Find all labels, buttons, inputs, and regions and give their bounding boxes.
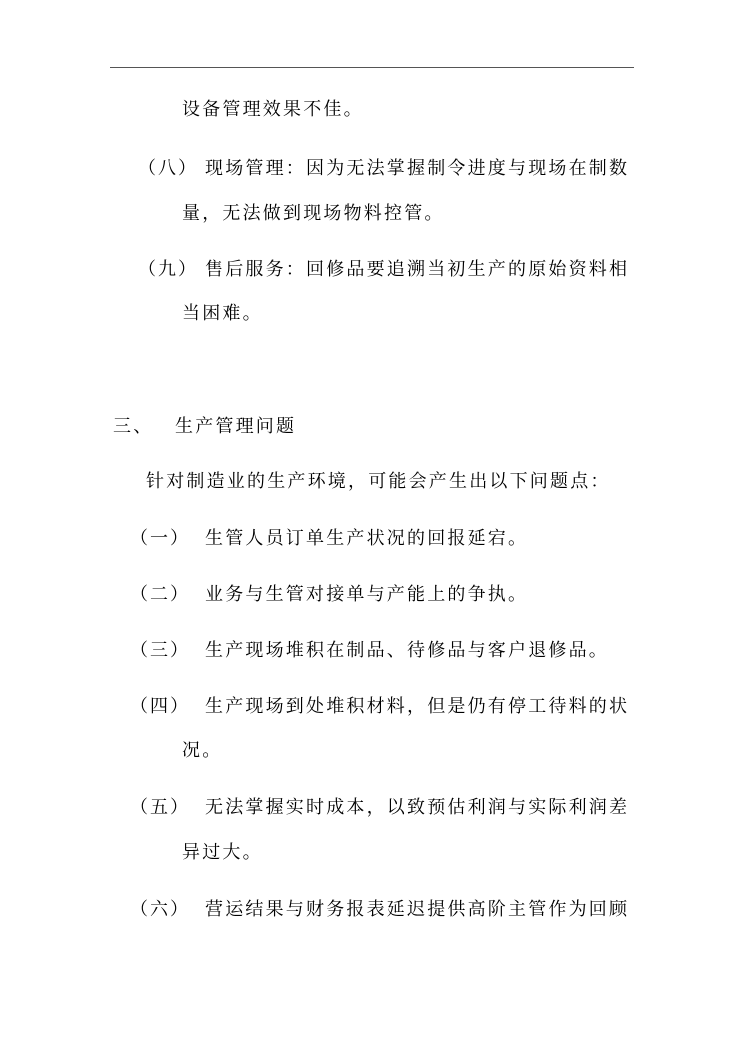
problem-4-line-1: 生产现场到处堆积材料，但是仍有停工待料的状 (205, 696, 630, 717)
problem-1-text: 生管人员订单生产状况的回报延宕。 (205, 528, 529, 549)
item-9-line-2: 当困难。 (182, 303, 263, 324)
problem-5-line-1: 无法掌握实时成本，以致预估利润与实际利润差 (205, 797, 630, 818)
section-number: 三、 (113, 416, 154, 437)
problem-3-label: （三） (130, 640, 190, 661)
header-rule (110, 67, 634, 68)
problem-1-label: （一） (130, 528, 190, 549)
item-8-label: （八） (138, 158, 198, 179)
problem-6-label: （六） (130, 899, 190, 920)
item-9-label: （九） (138, 259, 198, 280)
prev-item-continuation: 设备管理效果不佳。 (182, 99, 364, 120)
problem-6-text: 营运结果与财务报表延迟提供高阶主管作为回顾 (205, 899, 630, 920)
section-title: 生产管理问题 (175, 416, 297, 437)
problem-2-label: （二） (130, 584, 190, 605)
problem-4-label: （四） (130, 696, 190, 717)
problem-2-text: 业务与生管对接单与产能上的争执。 (205, 584, 529, 605)
item-9-line-1: 售后服务：回修品要追溯当初生产的原始资料相 (205, 259, 630, 280)
item-8-line-1: 现场管理：因为无法掌握制令进度与现场在制数 (205, 158, 630, 179)
problem-4-line-2: 况。 (182, 740, 223, 761)
item-8-line-2: 量，无法做到现场物料控管。 (182, 203, 445, 224)
problem-5-line-2: 异过大。 (182, 842, 263, 863)
problem-5-label: （五） (130, 797, 190, 818)
problem-3-text: 生产现场堆积在制品、待修品与客户退修品。 (205, 640, 609, 661)
section-intro: 针对制造业的生产环境，可能会产生出以下问题点： (146, 471, 611, 492)
